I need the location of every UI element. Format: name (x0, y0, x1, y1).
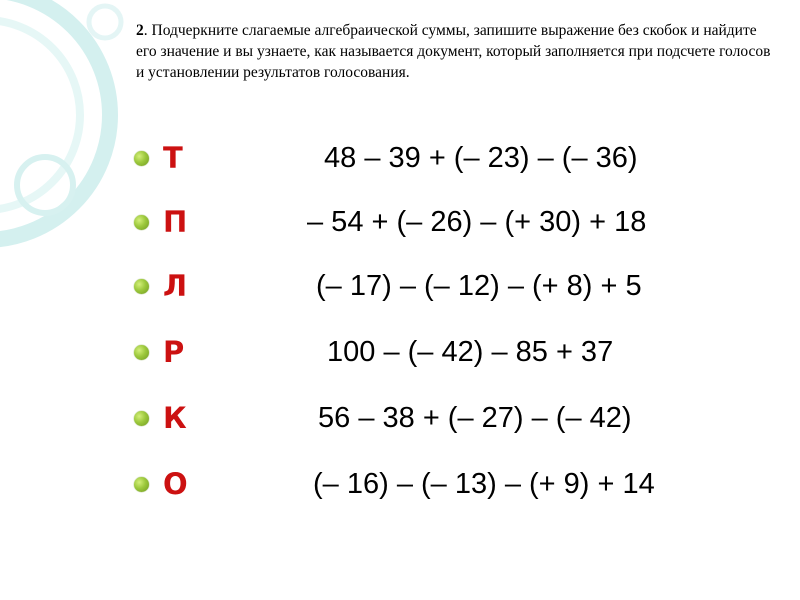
expression-row (0, 396, 800, 440)
row-expression: 100 – (– 42) – 85 + 37 (327, 336, 614, 368)
task-instruction: . Подчеркните слагаемые алгебраической суммы, запишите выражение без скобок и найдите его значение и вы узнаете, как называется документ, который заполняется при подсчете голосов и установлении результатов голосования. (136, 22, 771, 81)
bullet-icon (134, 345, 149, 360)
row-expression: 56 – 38 + (– 27) – (– 42) (318, 402, 632, 434)
bullet-icon (134, 411, 149, 426)
row-expression: 48 – 39 + (– 23) – (– 36) (324, 142, 638, 174)
row-expression: (– 17) – (– 12) – (+ 8) + 5 (316, 270, 642, 302)
bullet-icon (134, 279, 149, 294)
expression-row (0, 136, 800, 180)
bullet-icon (134, 151, 149, 166)
row-letter: Л (163, 269, 188, 303)
row-expression: (– 16) – (– 13) – (+ 9) + 14 (313, 468, 655, 500)
row-letter: П (163, 205, 188, 239)
row-letter: К (163, 401, 187, 435)
row-expression: – 54 + (– 26) – (+ 30) + 18 (307, 206, 647, 238)
task-number: 2 (136, 22, 144, 39)
row-letter: О (163, 467, 188, 501)
row-letter: Т (163, 141, 183, 175)
expression-row (0, 200, 800, 244)
bullet-icon (134, 477, 149, 492)
bullet-icon (134, 215, 149, 230)
expression-row (0, 462, 800, 506)
expression-row (0, 330, 800, 374)
row-letter: Р (163, 335, 185, 369)
expression-row (0, 264, 800, 308)
